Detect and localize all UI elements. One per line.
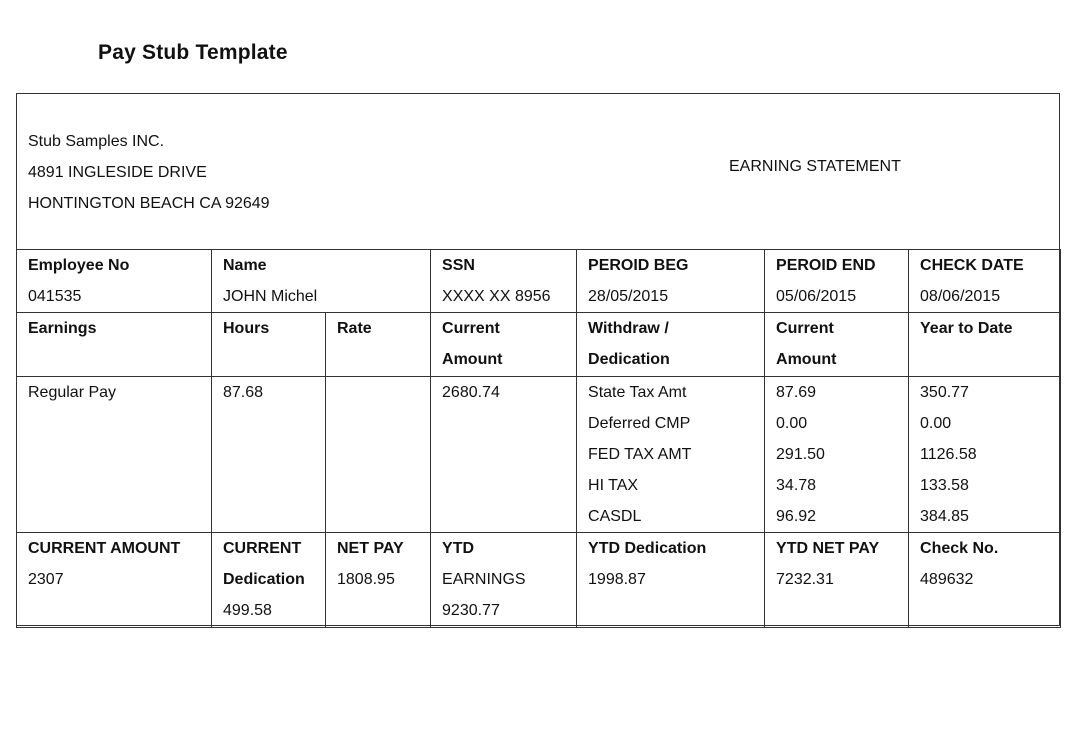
withdraw-header-line2: Dedication: [588, 351, 670, 368]
deduction-ytd: 1126.58: [920, 446, 977, 463]
summary-net-pay-value: 1808.95: [337, 571, 395, 588]
current-amount-header: [431, 313, 577, 377]
summary-current-deduction-cell: [212, 533, 326, 628]
rate-header-label: Rate: [337, 320, 372, 337]
employee-no-cell: [17, 250, 212, 313]
deduction-name: State Tax Amt: [588, 384, 687, 401]
period-beg-cell: [577, 250, 765, 313]
period-beg-value: 28/05/2015: [588, 288, 669, 305]
summary-ytd-deduction-value: 1998.87: [588, 571, 646, 588]
deduction-ytd: 0.00: [920, 415, 952, 432]
summary-ytd-net-pay-value: 7232.31: [776, 571, 834, 588]
deduction-current-cell: [765, 377, 909, 533]
summary-current-deduction-label-line2: Dedication: [223, 571, 305, 588]
ssn-cell: [431, 250, 577, 313]
deduction-names-cell: [577, 377, 765, 533]
deduction-name: FED TAX AMT: [588, 446, 692, 463]
page-title: Pay Stub Template: [98, 41, 288, 64]
deduction-current-header: [765, 313, 909, 377]
deduction-current-header-line1: Current: [776, 320, 834, 337]
check-date-header: CHECK DATE: [920, 257, 1024, 274]
deduction-name: Deferred CMP: [588, 415, 691, 432]
company-address-line1: 4891 INGLESIDE DRIVE: [28, 164, 207, 181]
employee-no-header: Employee No: [28, 257, 130, 274]
summary-current-amount-cell: [17, 533, 212, 628]
current-amount-header-line1: Current: [442, 320, 500, 337]
pay-stub-table: [16, 249, 1061, 628]
period-end-cell: [765, 250, 909, 313]
earning-rate-cell: [326, 377, 431, 533]
withdraw-header: [577, 313, 765, 377]
employee-no-value: 041535: [28, 288, 82, 305]
ssn-header: SSN: [442, 257, 475, 274]
summary-row: [17, 533, 1061, 628]
check-date-cell: [909, 250, 1061, 313]
company-name: Stub Samples INC.: [28, 133, 165, 150]
name-header: Name: [223, 257, 267, 274]
deduction-name: CASDL: [588, 508, 642, 525]
summary-current-amount-label: CURRENT AMOUNT: [28, 540, 181, 557]
deduction-ytd-cell: [909, 377, 1061, 533]
check-date-value: 08/06/2015: [920, 288, 1001, 305]
earning-type-value: Regular Pay: [28, 384, 117, 401]
earning-hours-cell: [212, 377, 326, 533]
summary-current-amount-value: 2307: [28, 571, 64, 588]
deduction-current: 87.69: [776, 384, 817, 401]
hours-header: [212, 313, 326, 377]
summary-ytd-deduction-label: YTD Dedication: [588, 540, 707, 557]
company-address-line2: HONTINGTON BEACH CA 92649: [28, 195, 270, 212]
withdraw-header-line1: Withdraw /: [588, 320, 669, 337]
ytd-header: [909, 313, 1061, 377]
earnings-header: [17, 313, 212, 377]
period-beg-header: PEROID BEG: [588, 257, 689, 274]
summary-ytd-label: YTD: [442, 540, 475, 557]
deduction-ytd: 384.85: [920, 508, 969, 525]
deduction-current: 96.92: [776, 508, 817, 525]
employee-name-cell: [212, 250, 431, 313]
deduction-current: 291.50: [776, 446, 825, 463]
deduction-name: HI TAX: [588, 477, 639, 494]
summary-current-deduction-label-line1: CURRENT: [223, 540, 302, 557]
earning-type-cell: [17, 377, 212, 533]
earnings-header-row: [17, 313, 1061, 377]
earnings-body-row: [17, 377, 1061, 533]
summary-check-no-cell: [909, 533, 1061, 628]
company-info: [28, 126, 270, 219]
earning-rate-value: [337, 377, 430, 408]
deduction-current-header-line2: Amount: [776, 351, 837, 368]
earning-current-amount-cell: [431, 377, 577, 533]
employee-header-row: [17, 250, 1061, 313]
period-end-value: 05/06/2015: [776, 288, 857, 305]
deduction-current: 34.78: [776, 477, 817, 494]
deduction-ytd: 133.58: [920, 477, 969, 494]
summary-ytd-net-pay-label: YTD NET PAY: [776, 540, 880, 557]
summary-current-deduction-value: 499.58: [223, 602, 272, 619]
summary-ytd-earnings-cell: [431, 533, 577, 628]
ssn-value: XXXX XX 8956: [442, 288, 551, 305]
earning-current-amount-value: 2680.74: [442, 384, 500, 401]
summary-net-pay-label: NET PAY: [337, 540, 404, 557]
period-end-header: PEROID END: [776, 257, 876, 274]
pay-stub: [16, 93, 1060, 626]
current-amount-header-line2: Amount: [442, 351, 503, 368]
hours-header-label: Hours: [223, 320, 270, 337]
ytd-header-label: Year to Date: [920, 320, 1013, 337]
name-value: JOHN Michel: [223, 288, 318, 305]
deduction-current: 0.00: [776, 415, 808, 432]
summary-ytd-deduction-cell: [577, 533, 765, 628]
deduction-ytd: 350.77: [920, 384, 969, 401]
summary-ytd-earnings-label: EARNINGS: [442, 571, 526, 588]
summary-check-no-label: Check No.: [920, 540, 999, 557]
statement-label: EARNING STATEMENT: [729, 158, 901, 175]
summary-ytd-net-pay-cell: [765, 533, 909, 628]
summary-check-no-value: 489632: [920, 571, 974, 588]
summary-ytd-earnings-value: 9230.77: [442, 602, 500, 619]
summary-net-pay-cell: [326, 533, 431, 628]
earnings-header-label: Earnings: [28, 320, 97, 337]
earning-hours-value: 87.68: [223, 384, 264, 401]
rate-header: [326, 313, 431, 377]
